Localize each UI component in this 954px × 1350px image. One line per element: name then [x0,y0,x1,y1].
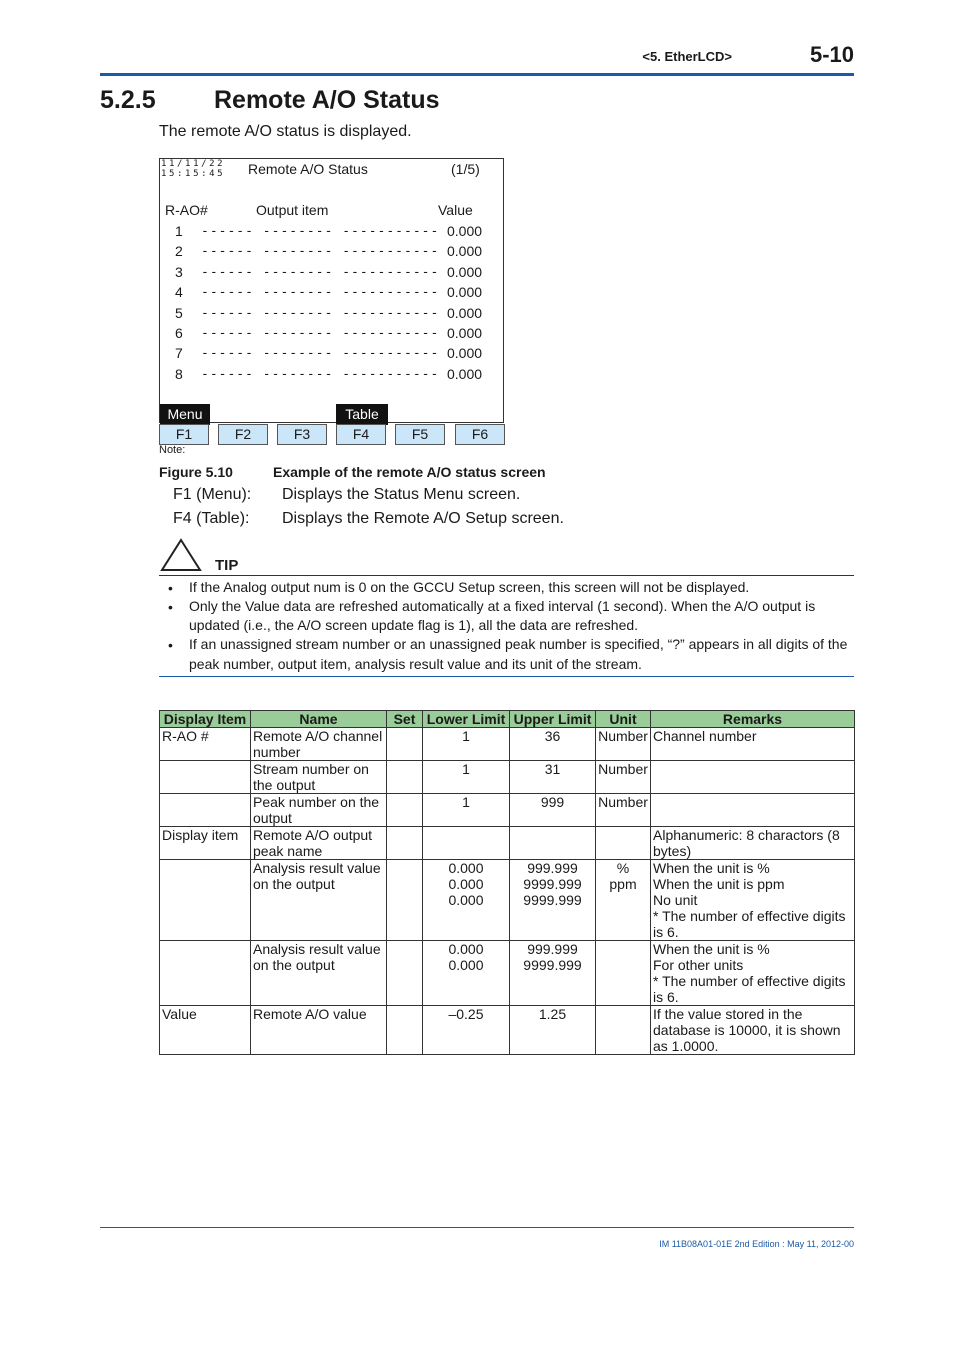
lcd-row-value: 0.000 [447,223,483,239]
fdesc-text-f4: Displays the Remote A/O Setup screen. [282,510,564,527]
figure-caption: Example of the remote A/O status screen [273,464,546,480]
function-key-f1[interactable]: F1 [159,424,209,445]
cell-name [251,728,387,761]
tip-item-2-line-2: updated (i.e., the A/O screen update flag is 1), all the data are refreshed. [189,617,639,633]
cell-lower-limit-line: 0.000 [448,876,484,892]
function-key-f2[interactable]: F2 [218,424,268,445]
fdesc-key-f1: F1 (Menu): [173,486,252,503]
cell-upper-limit-line: 9999.999 [523,892,582,908]
table-row [160,1006,855,1055]
function-key-f4[interactable]: F4 [336,424,386,445]
function-key-f6[interactable]: F6 [455,424,505,445]
cell-unit [596,860,651,941]
cell-display-item [160,1006,251,1055]
cell-lower-limit-line: 1 [462,728,470,744]
cell-unit-line: ppm [609,876,637,892]
cell-name-line: on the output [253,876,335,892]
cell-name-line: Remote A/O output [253,827,373,843]
fdesc-text-f1: Displays the Status Menu screen. [282,486,521,503]
table-row [160,794,855,827]
cell-lower-limit-line: 0.000 [448,860,484,876]
chapter-label: <5. EtherLCD> [642,49,732,64]
cell-upper-limit-line: 999.999 [527,860,578,876]
cell-unit [596,1006,651,1055]
cell-name-line: peak name [253,843,323,859]
softkey-table[interactable]: Table [336,404,388,425]
cell-display-item-line: R-AO # [162,728,209,744]
cell-name-line: Stream number on [253,761,369,777]
cell-name-line: output [253,810,292,826]
cell-display-item [160,860,251,941]
cell-lower-limit [423,761,510,794]
softkey-menu[interactable]: Menu [160,404,210,425]
note-label: Note: [159,444,186,456]
table-header-row [160,711,855,728]
cell-set [387,827,423,860]
lcd-row-output-item: ------ -------- ----------- [201,346,440,361]
cell-name-line: the output [253,777,316,793]
lcd-row-output-item: ------ -------- ----------- [201,285,440,300]
cell-remarks-line: No unit [653,892,698,908]
th-unit: Unit [596,711,651,728]
cell-unit-line: Number [598,761,648,777]
lcd-row-number: 5 [175,305,183,321]
th-display-item: Display Item [160,711,251,728]
tip-bullet: • [168,637,173,653]
cell-remarks-line: When the unit is % [653,941,770,957]
th-name: Name [251,711,387,728]
lcd-row-number: 4 [175,284,183,300]
cell-upper-limit [510,728,596,761]
cell-set [387,941,423,1006]
parameter-table [159,710,855,1055]
cell-display-item-line: Display item [162,827,239,843]
tip-bottom-rule [159,676,854,677]
cell-remarks-line: is 6. [653,924,679,940]
lcd-row-value: 0.000 [447,305,483,321]
section-number: 5.2.5 [100,86,156,114]
lcd-row-number: 7 [175,345,183,361]
cell-upper-limit-line: 999 [540,794,565,810]
lcd-row-value: 0.000 [447,243,483,259]
warning-triangle-icon [160,538,202,577]
lcd-col-value: Value [438,202,473,218]
footer-rule [100,1227,854,1228]
cell-remarks-line: If the value stored in the [653,1006,803,1022]
header-rule [100,73,854,76]
cell-lower-limit [423,941,510,1006]
cell-remarks-line: is 6. [653,989,679,1005]
function-key-f5[interactable]: F5 [395,424,445,445]
cell-unit [596,941,651,1006]
cell-unit [596,728,651,761]
function-key-f3[interactable]: F3 [277,424,327,445]
intro-text: The remote A/O status is displayed. [159,123,412,140]
cell-remarks-line: When the unit is ppm [653,876,785,892]
lcd-row-output-item: ------ -------- ----------- [201,306,440,321]
cell-display-item [160,761,251,794]
lcd-clock-date: 11/11/22 [161,159,226,169]
tip-bullet: • [168,580,173,596]
tip-item-3-line-2: peak number, output item, analysis result value and its unit of the stream. [189,656,642,672]
cell-remarks [651,794,855,827]
cell-remarks [651,1006,855,1055]
cell-upper-limit-line: 999.999 [527,941,578,957]
tip-item-1-line-1: If the Analog output num is 0 on the GCCU Setup screen, this screen will not be displayed. [189,579,750,595]
lcd-row-output-item: ------ -------- ----------- [201,244,440,259]
page-number: 5-10 [810,42,855,67]
th-set: Set [387,711,423,728]
cell-name [251,827,387,860]
cell-remarks [651,941,855,1006]
cell-unit [596,761,651,794]
lcd-screen [159,158,504,423]
cell-upper-limit-line: 9999.999 [523,876,582,892]
lcd-page-indicator: (1/5) [451,161,480,177]
cell-remarks-line: Channel number [653,728,757,744]
cell-set [387,761,423,794]
cell-remarks [651,860,855,941]
tip-item-2-line-1: Only the Value data are refreshed automatically at a fixed interval (1 second). When the A/O output is [189,598,816,614]
cell-lower-limit [423,860,510,941]
cell-unit-line: Number [598,794,648,810]
table-row [160,941,855,1006]
cell-upper-limit [510,827,596,860]
cell-remarks-line: as 1.0000. [653,1038,719,1054]
cell-name [251,941,387,1006]
cell-set [387,860,423,941]
section-title: Remote A/O Status [214,86,440,114]
cell-remarks [651,728,855,761]
figure-number: Figure 5.10 [159,464,233,480]
th-remarks: Remarks [651,711,855,728]
cell-upper-limit [510,761,596,794]
table-row [160,761,855,794]
cell-lower-limit-line: 0.000 [448,957,484,973]
tip-item-3-line-1: If an unassigned stream number or an unassigned peak number is specified, “?” appears in all digits of the [189,636,848,652]
tip-top-rule [159,575,854,576]
cell-set [387,1006,423,1055]
lcd-row-value: 0.000 [447,345,483,361]
lcd-row-number: 1 [175,223,183,239]
table-row [160,827,855,860]
cell-upper-limit [510,794,596,827]
cell-lower-limit [423,728,510,761]
cell-name-line: Remote A/O value [253,1006,367,1022]
cell-name-line: Peak number on the [253,794,380,810]
cell-lower-limit-line: 0.000 [448,941,484,957]
cell-name [251,860,387,941]
cell-lower-limit-line: –0.25 [448,1006,484,1022]
cell-name-line: Analysis result value [253,860,381,876]
cell-set [387,794,423,827]
cell-name [251,1006,387,1055]
cell-upper-limit [510,1006,596,1055]
cell-display-item [160,728,251,761]
tip-label: TIP [215,557,239,574]
cell-remarks [651,761,855,794]
cell-upper-limit-line: 31 [544,761,561,777]
cell-name-line: number [253,744,301,760]
lcd-row-number: 3 [175,264,183,280]
cell-remarks-line: database is 10000, it is shown [653,1022,841,1038]
cell-lower-limit [423,1006,510,1055]
cell-display-item [160,941,251,1006]
lcd-row-output-item: ------ -------- ----------- [201,265,440,280]
th-upper-limit: Upper Limit [510,711,596,728]
cell-upper-limit [510,941,596,1006]
lcd-row-output-item: ------ -------- ----------- [201,224,440,239]
cell-remarks-line: bytes) [653,843,692,859]
cell-remarks-line: * The number of effective digits [653,908,846,924]
cell-lower-limit-line: 0.000 [448,892,484,908]
lcd-col-output: Output item [256,202,329,218]
cell-name [251,794,387,827]
lcd-row-value: 0.000 [447,264,483,280]
cell-remarks-line: Alphanumeric: 8 charactors (8 [653,827,840,843]
cell-remarks-line: When the unit is % [653,860,770,876]
lcd-row-output-item: ------ -------- ----------- [201,326,440,341]
cell-upper-limit [510,860,596,941]
lcd-row-number: 8 [175,366,183,382]
cell-lower-limit [423,794,510,827]
cell-name-line: Analysis result value [253,941,381,957]
cell-upper-limit-line: 36 [544,728,561,744]
fdesc-key-f4: F4 (Table): [173,510,250,527]
cell-unit-line: Number [598,728,648,744]
cell-name-line: on the output [253,957,335,973]
cell-lower-limit-line: 1 [462,794,470,810]
tip-bullet: • [168,599,173,615]
cell-lower-limit-line: 1 [462,761,470,777]
cell-unit [596,794,651,827]
lcd-row-value: 0.000 [447,284,483,300]
table-row [160,728,855,761]
cell-set [387,728,423,761]
lcd-clock-time: 15:15:45 [161,169,226,179]
cell-upper-limit-line: 9999.999 [523,957,582,973]
lcd-row-number: 6 [175,325,183,341]
cell-remarks-line: For other units [653,957,744,973]
lcd-col-rao: R-AO# [165,202,208,218]
cell-name [251,761,387,794]
cell-remarks-line: * The number of effective digits [653,973,846,989]
lcd-row-value: 0.000 [447,366,483,382]
footer-doc-id: IM 11B08A01-01E 2nd Edition : May 11, 2012-00 [659,1239,854,1249]
cell-display-item [160,827,251,860]
cell-display-item-line: Value [162,1006,197,1022]
cell-display-item [160,794,251,827]
lcd-title: Remote A/O Status [248,161,368,177]
cell-unit [596,827,651,860]
lcd-row-output-item: ------ -------- ----------- [201,367,440,382]
cell-lower-limit [423,827,510,860]
lcd-row-number: 2 [175,243,183,259]
cell-remarks [651,827,855,860]
lcd-row-value: 0.000 [447,325,483,341]
table-row [160,860,855,941]
th-lower-limit: Lower Limit [423,711,510,728]
cell-upper-limit-line: 1.25 [538,1006,567,1022]
cell-name-line: Remote A/O channel [253,728,383,744]
cell-unit-line: % [616,860,630,876]
